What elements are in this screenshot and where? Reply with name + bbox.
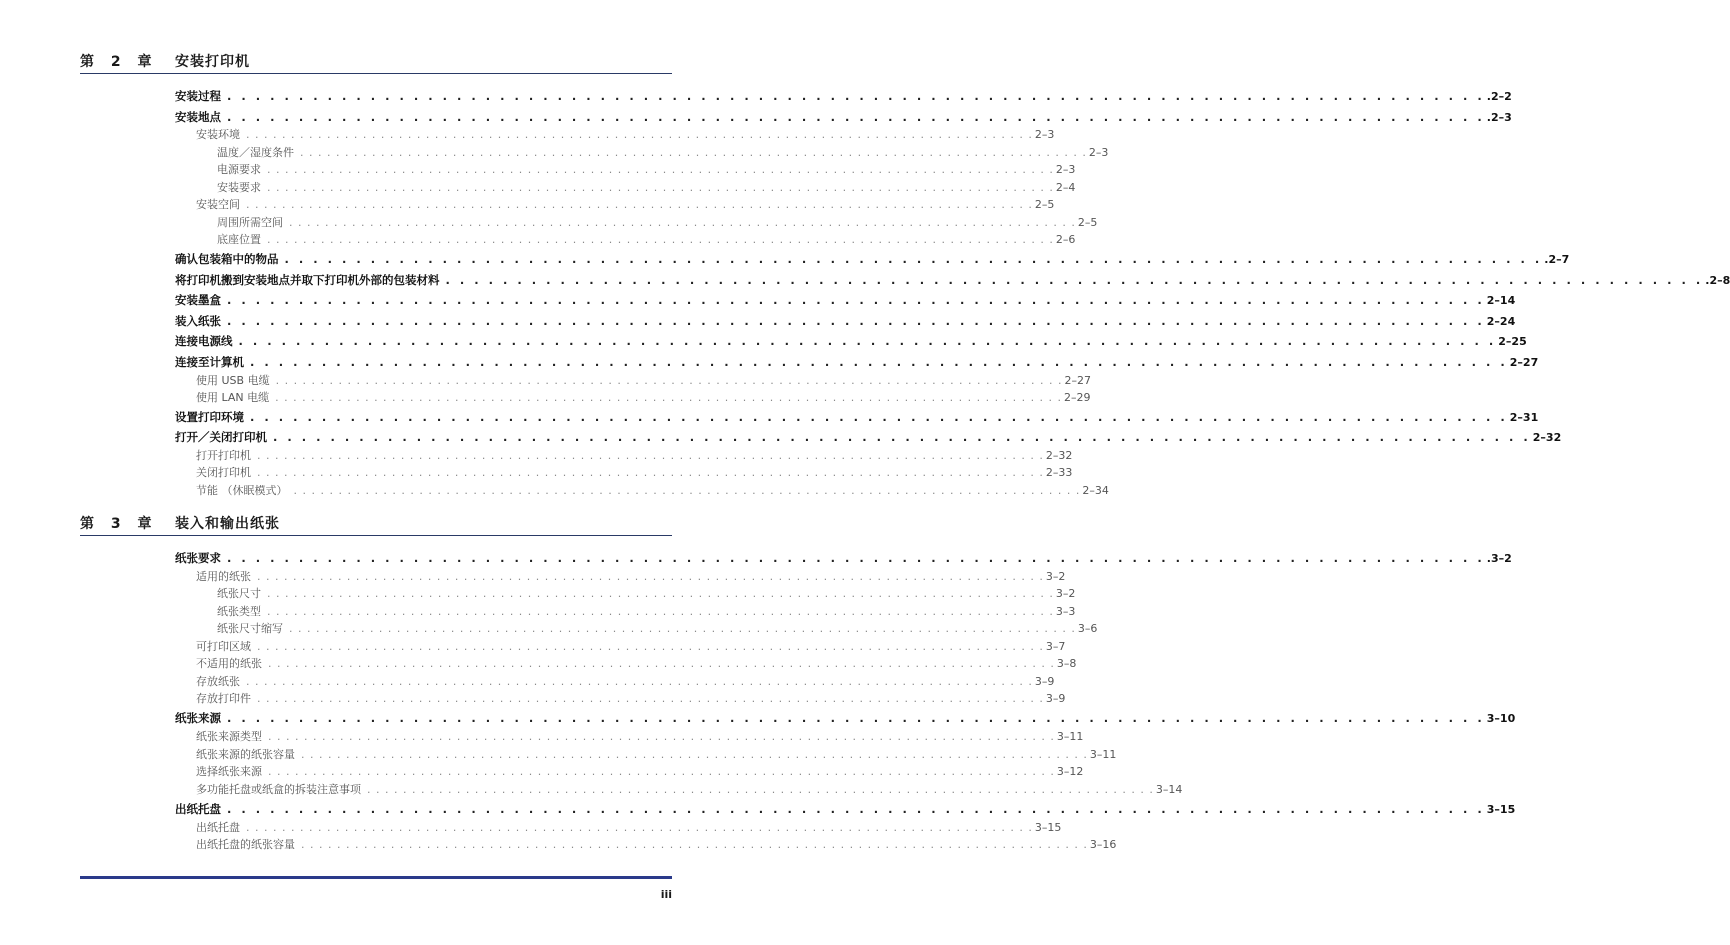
toc-entry[interactable] <box>175 354 1539 371</box>
chapter-title: 装入和输出纸张 <box>175 516 280 532</box>
toc-leader-dots: . . . . . . . . . . . . . . . . . . . . . . . . . . . . . . . . . . . . . . . . . . . . . . . . . . . . . . . . . . . . . . . . . . . . . . . . . . . . . . . . . . . . . . . . <box>227 314 1485 328</box>
toc-entry[interactable] <box>196 568 1066 585</box>
toc-entry-page: 2–3 <box>1055 163 1076 176</box>
toc-entry[interactable] <box>196 819 1062 836</box>
toc-leader-dots: . . . . . . . . . . . . . . . . . . . . . . . . . . . . . . . . . . . . . . . . . . . . . . . . . . . . . . . . . . . . . . . . . . . . . . . . . . . . . . . . . . . . . . . . <box>268 765 1055 778</box>
toc-entry[interactable] <box>217 231 1076 248</box>
toc-entry[interactable] <box>175 292 1516 309</box>
toc-entry-page: 3–2 <box>1055 587 1076 600</box>
toc-leader-dots: . . . . . . . . . . . . . . . . . . . . . . . . . . . . . . . . . . . . . . . . . . . . . . . . . . . . . . . . . . . . . . . . . . . . . . . . . . . . . . . . . . . . . . . . <box>268 657 1055 670</box>
page-number: iii <box>660 888 672 901</box>
toc-entry-label: 装入纸张 <box>175 314 221 328</box>
toc-entry[interactable] <box>175 429 1562 446</box>
toc-entry[interactable] <box>175 550 1512 567</box>
toc-leader-dots: . . . . . . . . . . . . . . . . . . . . . . . . . . . . . . . . . . . . . . . . . . . . . . . . . . . . . . . . . . . . . . . . . . . . . . . . . . . . . . . . . . . . . . . . <box>273 430 1531 444</box>
toc-entry-page: 3–15 <box>1486 803 1516 816</box>
toc-entry-label: 使用 LAN 电缆 <box>196 391 270 404</box>
toc-entry[interactable] <box>175 109 1512 126</box>
toc-entry-page: .3–2 <box>1486 552 1512 565</box>
toc-entry[interactable] <box>196 389 1091 406</box>
toc-entry-label: 多功能托盘或纸盒的拆装注意事项 <box>196 783 361 796</box>
toc-entry-page: 3–11 <box>1056 730 1084 743</box>
toc-leader-dots: . . . . . . . . . . . . . . . . . . . . . . . . . . . . . . . . . . . . . . . . . . . . . . . . . . . . . . . . . . . . . . . . . . . . . . . . . . . . . . . . . . . . . . . . <box>268 730 1055 743</box>
toc-entry[interactable] <box>217 144 1109 161</box>
toc-leader-dots: . . . . . . . . . . . . . . . . . . . . . . . . . . . . . . . . . . . . . . . . . . . . . . . . . . . . . . . . . . . . . . . . . . . . . . . . . . . . . . . . . . . . . . . . <box>367 783 1154 796</box>
toc-entry-page: 2–33 <box>1045 466 1073 479</box>
toc-entry-label: 选择纸张来源 <box>196 765 262 778</box>
toc-entry[interactable] <box>196 372 1091 389</box>
toc-entry-page: 3–9 <box>1045 692 1066 705</box>
toc-leader-dots: . . . . . . . . . . . . . . . . . . . . . . . . . . . . . . . . . . . . . . . . . . . . . . . . . . . . . . . . . . . . . . . . . . . . . . . . . . . . . . . . . . . . . . . . <box>301 748 1088 761</box>
toc-entry[interactable] <box>196 728 1084 745</box>
toc-leader-dots: . . . . . . . . . . . . . . . . . . . . . . . . . . . . . . . . . . . . . . . . . . . . . . . . . . . . . . . . . . . . . . . . . . . . . . . . . . . . . . . . . . . . . . . . <box>284 252 1543 266</box>
toc-entry-label: 确认包装箱中的物品 <box>175 252 279 266</box>
toc-entry[interactable] <box>196 196 1055 213</box>
toc-entry-label: 使用 USB 电缆 <box>196 374 270 387</box>
toc-leader-dots: . . . . . . . . . . . . . . . . . . . . . . . . . . . . . . . . . . . . . . . . . . . . . . . . . . . . . . . . . . . . . . . . . . . . . . . . . . . . . . . . . . . . . . . . <box>267 163 1054 176</box>
toc-entry-page: 2–3 <box>1088 146 1109 159</box>
toc-leader-dots: . . . . . . . . . . . . . . . . . . . . . . . . . . . . . . . . . . . . . . . . . . . . . . . . . . . . . . . . . . . . . . . . . . . . . . . . . . . . . . . . . . . . . . . . <box>267 233 1054 246</box>
toc-leader-dots: . . . . . . . . . . . . . . . . . . . . . . . . . . . . . . . . . . . . . . . . . . . . . . . . . . . . . . . . . . . . . . . . . . . . . . . . . . . . . . . . . . . . . . . . <box>289 622 1076 635</box>
toc-entry-page: 2–29 <box>1064 391 1091 404</box>
toc-leader-dots: . . . . . . . . . . . . . . . . . . . . . . . . . . . . . . . . . . . . . . . . . . . . . . . . . . . . . . . . . . . . . . . . . . . . . . . . . . . . . . . . . . . . . . . . <box>257 570 1044 583</box>
toc-entry-page: 2–27 <box>1064 374 1091 387</box>
toc-leader-dots: . . . . . . . . . . . . . . . . . . . . . . . . . . . . . . . . . . . . . . . . . . . . . . . . . . . . . . . . . . . . . . . . . . . . . . . . . . . . . . . . . . . . . . . . <box>267 605 1054 618</box>
toc-entry-page: 3–8 <box>1056 657 1077 670</box>
toc-entry-label: 连接电源线 <box>175 334 233 348</box>
toc-entry-label: 纸张来源的纸张容量 <box>196 748 295 761</box>
toc-entry[interactable] <box>196 638 1066 655</box>
toc-leader-dots: . . . . . . . . . . . . . . . . . . . . . . . . . . . . . . . . . . . . . . . . . . . . . . . . . . . . . . . . . . . . . . . . . . . . . . . . . . . . . . . . . . . . . . . . <box>250 355 1508 369</box>
toc-entry-label: 连接至计算机 <box>175 355 244 369</box>
toc-entry-label: 电源要求 <box>217 163 261 176</box>
toc-entry-label: 纸张要求 <box>175 551 221 565</box>
toc-leader-dots: . . . . . . . . . . . . . . . . . . . . . . . . . . . . . . . . . . . . . . . . . . . . . . . . . . . . . . . . . . . . . . . . . . . . . . . . . . . . . . . . . . . . . . . . <box>275 374 1063 387</box>
toc-entry-page: 2–27 <box>1509 356 1539 369</box>
toc-entry[interactable] <box>175 333 1527 350</box>
toc-entry[interactable] <box>196 781 1183 798</box>
toc-entry-page: 3–6 <box>1077 622 1098 635</box>
toc-leader-dots: . . . . . . . . . . . . . . . . . . . . . . . . . . . . . . . . . . . . . . . . . . . . . . . . . . . . . . . . . . . . . . . . . . . . . . . . . . . . . . . . . . . . . . . . <box>301 838 1088 851</box>
chapter-number: 第 2 章 <box>80 54 158 70</box>
toc-leader-dots: . . . . . . . . . . . . . . . . . . . . . . . . . . . . . . . . . . . . . . . . . . . . . . . . . . . . . . . . . . . . . . . . . . . . . . . . . . . . . . . . . . . . . . . . <box>227 802 1485 816</box>
toc-entry[interactable] <box>175 251 1570 268</box>
toc-entry[interactable] <box>196 673 1055 690</box>
toc-leader-dots: . . . . . . . . . . . . . . . . . . . . . . . . . . . . . . . . . . . . . . . . . . . . . . . . . . . . . . . . . . . . . . . . . . . . . . . . . . . . . . . . . . . . . . . . <box>257 466 1044 479</box>
toc-entry-label: 出纸托盘 <box>175 802 221 816</box>
toc-entry[interactable] <box>196 690 1066 707</box>
toc-entry[interactable] <box>196 126 1055 143</box>
toc-entry[interactable] <box>217 603 1076 620</box>
toc-entry[interactable] <box>175 88 1512 105</box>
toc-entry-label: 底座位置 <box>217 233 261 246</box>
toc-entry-label: 安装环境 <box>196 128 240 141</box>
toc-entry-page: 2–5 <box>1034 198 1055 211</box>
toc-entry-page: 2–6 <box>1055 233 1076 246</box>
toc-entry-page: 2–3 <box>1034 128 1055 141</box>
toc-entry[interactable] <box>217 161 1076 178</box>
toc-entry[interactable] <box>196 746 1117 763</box>
toc-entry-label: 设置打印环境 <box>175 410 244 424</box>
toc-entry-label: 安装地点 <box>175 110 221 124</box>
toc-leader-dots: . . . . . . . . . . . . . . . . . . . . . . . . . . . . . . . . . . . . . . . . . . . . . . . . . . . . . . . . . . . . . . . . . . . . . . . . . . . . . . . . . . . . . . . . <box>267 181 1054 194</box>
toc-entry-label: 不适用的纸张 <box>196 657 262 670</box>
toc-leader-dots: . . . . . . . . . . . . . . . . . . . . . . . . . . . . . . . . . . . . . . . . . . . . . . . . . . . . . . . . . . . . . . . . . . . . . . . . . . . . . . . . . . . . . . . . <box>238 334 1497 348</box>
toc-entry-label: 安装空间 <box>196 198 240 211</box>
toc-leader-dots: . . . . . . . . . . . . . . . . . . . . . . . . . . . . . . . . . . . . . . . . . . . . . . . . . . . . . . . . . . . . . . . . . . . . . . . . . . . . . . . . . . . . . . . . <box>275 391 1063 404</box>
toc-entry[interactable] <box>175 272 1730 289</box>
toc-entry[interactable] <box>175 801 1516 818</box>
toc-entry-label: 将打印机搬到安装地点并取下打印机外部的包装材料 <box>175 273 440 287</box>
toc-entry[interactable] <box>175 409 1539 426</box>
toc-entry[interactable] <box>175 710 1516 727</box>
toc-entry-page: 3–3 <box>1055 605 1076 618</box>
toc-entry[interactable] <box>217 585 1076 602</box>
toc-leader-dots: . . . . . . . . . . . . . . . . . . . . . . . . . . . . . . . . . . . . . . . . . . . . . . . . . . . . . . . . . . . . . . . . . . . . . . . . . . . . . . . . . . . . . . . . <box>445 273 1704 287</box>
toc-entry-page: 3–14 <box>1155 783 1183 796</box>
toc-entry-label: 纸张尺寸 <box>217 587 261 600</box>
toc-leader-dots: . . . . . . . . . . . . . . . . . . . . . . . . . . . . . . . . . . . . . . . . . . . . . . . . . . . . . . . . . . . . . . . . . . . . . . . . . . . . . . . . . . . . . . . . <box>300 146 1087 159</box>
toc-entry[interactable] <box>217 620 1098 637</box>
chapter-title: 安装打印机 <box>175 54 250 70</box>
toc-entry[interactable] <box>196 655 1077 672</box>
toc-leader-dots: . . . . . . . . . . . . . . . . . . . . . . . . . . . . . . . . . . . . . . . . . . . . . . . . . . . . . . . . . . . . . . . . . . . . . . . . . . . . . . . . . . . . . . . . <box>227 293 1485 307</box>
toc-entry-label: 温度／湿度条件 <box>217 146 294 159</box>
toc-leader-dots: . . . . . . . . . . . . . . . . . . . . . . . . . . . . . . . . . . . . . . . . . . . . . . . . . . . . . . . . . . . . . . . . . . . . . . . . . . . . . . . . . . . . . . . . <box>267 587 1054 600</box>
toc-entry-page: 2–14 <box>1486 294 1516 307</box>
toc-leader-dots: . . . . . . . . . . . . . . . . . . . . . . . . . . . . . . . . . . . . . . . . . . . . . . . . . . . . . . . . . . . . . . . . . . . . . . . . . . . . . . . . . . . . . . . . <box>227 89 1485 103</box>
toc-entry-label: 安装墨盒 <box>175 293 221 307</box>
toc-leader-dots: . . . . . . . . . . . . . . . . . . . . . . . . . . . . . . . . . . . . . . . . . . . . . . . . . . . . . . . . . . . . . . . . . . . . . . . . . . . . . . . . . . . . . . . . <box>246 128 1033 141</box>
toc-entry-label: 安装过程 <box>175 89 221 103</box>
toc-leader-dots: . . . . . . . . . . . . . . . . . . . . . . . . . . . . . . . . . . . . . . . . . . . . . . . . . . . . . . . . . . . . . . . . . . . . . . . . . . . . . . . . . . . . . . . . <box>246 198 1033 211</box>
toc-entry-page: .2–3 <box>1486 111 1512 124</box>
toc-entry-label: 适用的纸张 <box>196 570 251 583</box>
toc-entry-page: 3–16 <box>1089 838 1117 851</box>
toc-entry-page: 3–7 <box>1045 640 1066 653</box>
toc-leader-dots: . . . . . . . . . . . . . . . . . . . . . . . . . . . . . . . . . . . . . . . . . . . . . . . . . . . . . . . . . . . . . . . . . . . . . . . . . . . . . . . . . . . . . . . . <box>227 711 1485 725</box>
toc-entry-page: 3–11 <box>1089 748 1117 761</box>
toc-leader-dots: . . . . . . . . . . . . . . . . . . . . . . . . . . . . . . . . . . . . . . . . . . . . . . . . . . . . . . . . . . . . . . . . . . . . . . . . . . . . . . . . . . . . . . . . <box>246 821 1033 834</box>
toc-entry-page: 2–4 <box>1055 181 1076 194</box>
toc-entry[interactable] <box>196 836 1117 853</box>
toc-entry-page: 3–2 <box>1045 570 1066 583</box>
toc-entry-label: 出纸托盘 <box>196 821 240 834</box>
toc-leader-dots: . . . . . . . . . . . . . . . . . . . . . . . . . . . . . . . . . . . . . . . . . . . . . . . . . . . . . . . . . . . . . . . . . . . . . . . . . . . . . . . . . . . . . . . . <box>227 110 1485 124</box>
toc-entry[interactable] <box>196 447 1073 464</box>
toc-entry-label: 存放纸张 <box>196 675 240 688</box>
toc-leader-dots: . . . . . . . . . . . . . . . . . . . . . . . . . . . . . . . . . . . . . . . . . . . . . . . . . . . . . . . . . . . . . . . . . . . . . . . . . . . . . . . . . . . . . . . . <box>257 692 1044 705</box>
toc-leader-dots: . . . . . . . . . . . . . . . . . . . . . . . . . . . . . . . . . . . . . . . . . . . . . . . . . . . . . . . . . . . . . . . . . . . . . . . . . . . . . . . . . . . . . . . . <box>246 675 1033 688</box>
toc-entry-label: 纸张来源类型 <box>196 730 262 743</box>
footer-rule <box>80 876 672 879</box>
toc-entry[interactable] <box>196 763 1084 780</box>
toc-leader-dots: . . . . . . . . . . . . . . . . . . . . . . . . . . . . . . . . . . . . . . . . . . . . . . . . . . . . . . . . . . . . . . . . . . . . . . . . . . . . . . . . . . . . . . . . <box>227 551 1485 565</box>
chapter-number: 第 3 章 <box>80 516 158 532</box>
toc-entry-label: 节能 （休眠模式） <box>196 484 288 497</box>
toc-entry-label: 关闭打印机 <box>196 466 251 479</box>
toc-entry-label: 出纸托盘的纸张容量 <box>196 838 295 851</box>
toc-entry-label: 存放打印件 <box>196 692 251 705</box>
toc-leader-dots: . . . . . . . . . . . . . . . . . . . . . . . . . . . . . . . . . . . . . . . . . . . . . . . . . . . . . . . . . . . . . . . . . . . . . . . . . . . . . . . . . . . . . . . . <box>289 216 1076 229</box>
toc-entry[interactable] <box>217 214 1098 231</box>
toc-entry-page: 2–34 <box>1082 484 1109 497</box>
toc-entry[interactable] <box>196 482 1109 499</box>
toc-leader-dots: . . . . . . . . . . . . . . . . . . . . . . . . . . . . . . . . . . . . . . . . . . . . . . . . . . . . . . . . . . . . . . . . . . . . . . . . . . . . . . . . . . . . . . . . <box>257 640 1044 653</box>
toc-entry-page: .2–2 <box>1486 90 1512 103</box>
toc-entry-page: 2–31 <box>1509 411 1539 424</box>
toc-entry-page: 3–12 <box>1056 765 1084 778</box>
chapter-3-heading <box>80 507 672 536</box>
toc-entry[interactable] <box>217 179 1076 196</box>
toc-entry-page: 3–15 <box>1034 821 1062 834</box>
toc-entry-page: .2–8 <box>1705 274 1730 287</box>
toc-entry-label: 周围所需空间 <box>217 216 283 229</box>
toc-entry-label: 安装要求 <box>217 181 261 194</box>
toc-entry-label: 纸张来源 <box>175 711 221 725</box>
toc-entry-label: 打开打印机 <box>196 449 251 462</box>
toc-entry-page: .2–7 <box>1544 253 1570 266</box>
toc-leader-dots: . . . . . . . . . . . . . . . . . . . . . . . . . . . . . . . . . . . . . . . . . . . . . . . . . . . . . . . . . . . . . . . . . . . . . . . . . . . . . . . . . . . . . . . . <box>250 410 1508 424</box>
toc-leader-dots: . . . . . . . . . . . . . . . . . . . . . . . . . . . . . . . . . . . . . . . . . . . . . . . . . . . . . . . . . . . . . . . . . . . . . . . . . . . . . . . . . . . . . . . . <box>293 484 1081 497</box>
toc-entry-label: 可打印区域 <box>196 640 251 653</box>
toc-entry-label: 纸张类型 <box>217 605 261 618</box>
toc-entry-page: 2–25 <box>1498 335 1527 348</box>
toc-entry-page: 2–32 <box>1532 431 1562 444</box>
toc-entry[interactable] <box>175 313 1516 330</box>
toc-entry-label: 打开／关闭打印机 <box>175 430 267 444</box>
toc-leader-dots: . . . . . . . . . . . . . . . . . . . . . . . . . . . . . . . . . . . . . . . . . . . . . . . . . . . . . . . . . . . . . . . . . . . . . . . . . . . . . . . . . . . . . . . . <box>257 449 1044 462</box>
toc-entry-label: 纸张尺寸缩写 <box>217 622 283 635</box>
chapter-2-heading <box>80 45 672 74</box>
toc-entry-page: 2–24 <box>1486 315 1516 328</box>
toc-entry-page: 2–32 <box>1045 449 1073 462</box>
toc-entry-page: 2–5 <box>1077 216 1098 229</box>
toc-entry-page: 3–10 <box>1486 712 1516 725</box>
toc-entry-page: 3–9 <box>1034 675 1055 688</box>
toc-entry[interactable] <box>196 464 1073 481</box>
